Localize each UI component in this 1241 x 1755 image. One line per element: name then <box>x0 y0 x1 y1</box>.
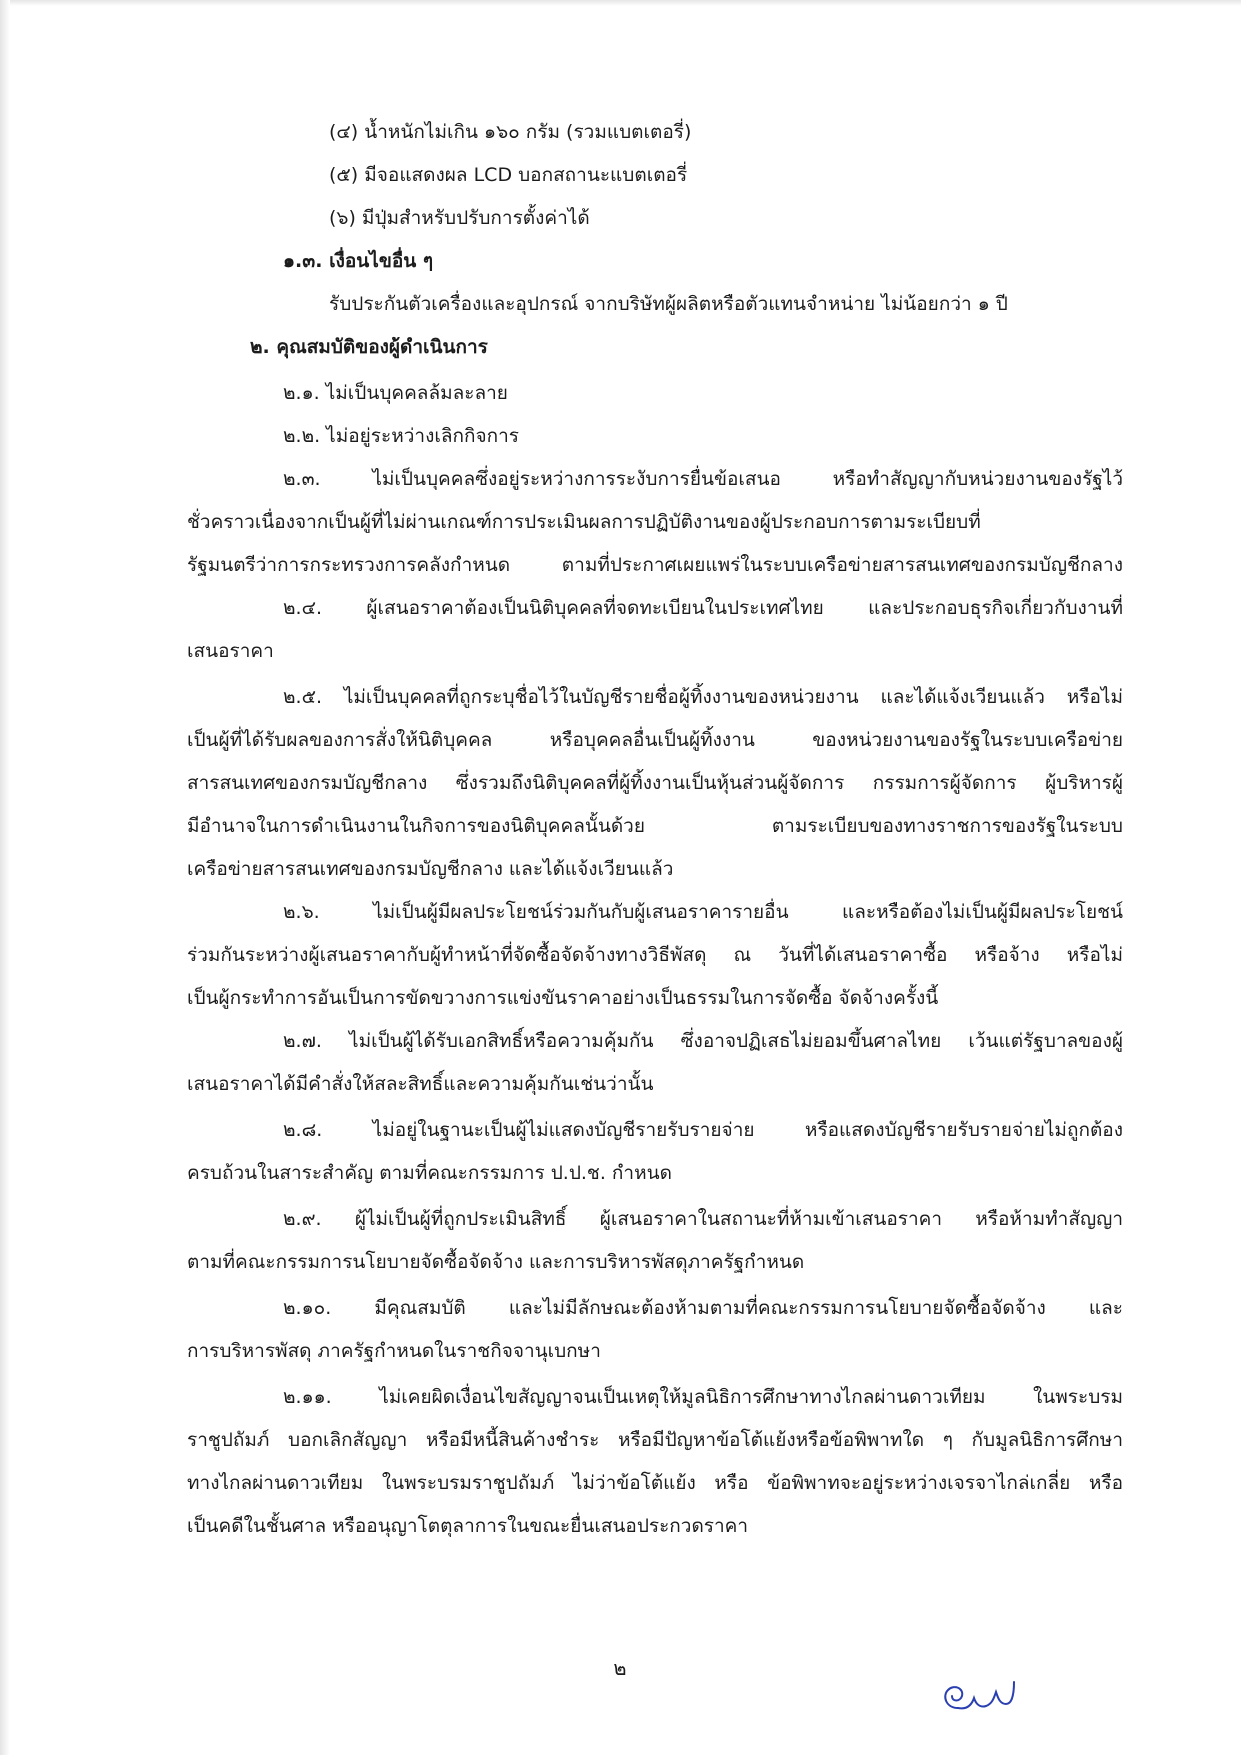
signature-initials <box>938 1668 1026 1720</box>
paragraph-line: สารสนเทศของกรมบัญชีกลาง ซึ่งรวมถึงนิติบุคคลที่ผู้ทิ้งงานเป็นหุ้นส่วนผู้จัดการ กรรมการผู้จัดการ ผู้บริหารผู้ <box>187 772 1123 794</box>
spec-item-6: (๖) มีปุ่มสำหรับปรับการตั้งค่าได้ <box>329 207 590 229</box>
paragraph-line: การบริหารพัสดุ ภาครัฐกำหนดในราชกิจจานุเบกษา <box>187 1340 601 1362</box>
paragraph-line: ทางไกลผ่านดาวเทียม ในพระบรมราชูปถัมภ์ ไม่ว่าข้อโต้แย้ง หรือ ข้อพิพาทจะอยู่ระหว่างเจรจาไกล่เกลี่ย หรือ <box>187 1472 1123 1494</box>
spec-item-5: (๕) มีจอแสดงผล LCD บอกสถานะแบตเตอรี่ <box>329 164 688 186</box>
clause-2-2: ๒.๒. ไม่อยู่ระหว่างเลิกกิจการ <box>283 425 519 447</box>
clause-2-9: ๒.๙. ผู้ไม่เป็นผู้ที่ถูกประเมินสิทธิ์ ผู้เสนอราคาในสถานะที่ห้ามเข้าเสนอราคา หรือห้ามทำสัญญา <box>283 1208 1123 1230</box>
scan-top-edge <box>0 0 1241 6</box>
paragraph-line: เป็นคดีในชั้นศาล หรืออนุญาโตตุลาการในขณะยื่นเสนอประกวดราคา <box>187 1515 749 1537</box>
paragraph-line: ตามที่คณะกรรมการนโยบายจัดซื้อจัดจ้าง และการบริหารพัสดุภาครัฐกำหนด <box>187 1251 805 1273</box>
clause-2-10: ๒.๑๐. มีคุณสมบัติ และไม่มีลักษณะต้องห้ามตามที่คณะกรรมการนโยบายจัดซื้อจัดจ้าง และ <box>283 1297 1123 1319</box>
paragraph-line: ครบถ้วนในสาระสำคัญ ตามที่คณะกรรมการ ป.ป.ช. กำหนด <box>187 1162 672 1184</box>
paragraph-line: รับประกันตัวเครื่องและอุปกรณ์ จากบริษัทผู้ผลิตหรือตัวแทนจำหน่าย ไม่น้อยกว่า ๑ ปี <box>329 293 1008 315</box>
paragraph-line: เสนอราคาได้มีคำสั่งให้สละสิทธิ์และความคุ้มกันเช่นว่านั้น <box>187 1073 654 1095</box>
clause-2-1: ๒.๑. ไม่เป็นบุคคลล้มละลาย <box>283 382 508 404</box>
clause-2-5: ๒.๕. ไม่เป็นบุคคลที่ถูกระบุชื่อไว้ในบัญชีรายชื่อผู้ทิ้งงานของหน่วยงาน และได้แจ้งเวียนแล้ว หรือไม่ <box>283 686 1123 708</box>
clause-2-7: ๒.๗. ไม่เป็นผู้ได้รับเอกสิทธิ์หรือความคุ้มกัน ซึ่งอาจปฏิเสธไม่ยอมขึ้นศาลไทย เว้นแต่รัฐบาลของผู้ <box>283 1030 1123 1052</box>
paragraph-line: ร่วมกันระหว่างผู้เสนอราคากับผู้ทำหน้าที่จัดซื้อจัดจ้างทางวิธีพัสดุ ณ วันที่ได้เสนอราคาซื้อ หรือจ้าง หรือไม่ <box>187 944 1123 966</box>
clause-2-4: ๒.๔. ผู้เสนอราคาต้องเป็นนิติบุคคลที่จดทะเบียนในประเทศไทย และประกอบธุรกิจเกี่ยวกับงานที่ <box>283 597 1123 619</box>
paragraph-line: เครือข่ายสารสนเทศของกรมบัญชีกลาง และได้แจ้งเวียนแล้ว <box>187 858 674 880</box>
section-heading-1-3: ๑.๓. เงื่อนไขอื่น ๆ <box>283 250 434 272</box>
paragraph-line: เป็นผู้กระทำการอันเป็นการขัดขวางการแข่งขันราคาอย่างเป็นธรรมในการจัดซื้อ จัดจ้างครั้งนี้ <box>187 987 939 1009</box>
clause-2-6: ๒.๖. ไม่เป็นผู้มีผลประโยชน์ร่วมกันกับผู้เสนอราคารายอื่น และหรือต้องไม่เป็นผู้มีผลประโยชน์ <box>283 901 1123 923</box>
paragraph-line: ชั่วคราวเนื่องจากเป็นผู้ที่ไม่ผ่านเกณฑ์การประเมินผลการปฏิบัติงานของผู้ประกอบการตามระเบียบที่ <box>187 511 981 533</box>
clause-2-11: ๒.๑๑. ไม่เคยผิดเงื่อนไขสัญญาจนเป็นเหตุให้มูลนิธิการศึกษาทางไกลผ่านดาวเทียม ในพระบรม <box>283 1386 1123 1408</box>
paragraph-line: มีอำนาจในการดำเนินงานในกิจการของนิติบุคคลนั้นด้วย ตามระเบียบของทางราชการของรัฐในระบบ <box>187 815 1123 837</box>
paragraph-line: ราชูปถัมภ์ บอกเลิกสัญญา หรือมีหนี้สินค้างชำระ หรือมีปัญหาข้อโต้แย้งหรือข้อพิพาทใด ๆ กับมูลนิธิการศึกษา <box>187 1429 1123 1451</box>
spec-item-4: (๔) น้ำหนักไม่เกิน ๑๖๐ กรัม (รวมแบตเตอรี่) <box>329 121 692 143</box>
paragraph-line: เป็นผู้ที่ได้รับผลของการสั่งให้นิติบุคคล หรือบุคคลอื่นเป็นผู้ทิ้งงาน ของหน่วยงานของรัฐในระบบเครือข่าย <box>187 729 1123 751</box>
scan-left-edge <box>0 0 10 1755</box>
page-number: ๒ <box>613 1656 627 1680</box>
clause-2-3: ๒.๓. ไม่เป็นบุคคลซึ่งอยู่ระหว่างการระงับการยื่นข้อเสนอ หรือทำสัญญากับหน่วยงานของรัฐไว้ <box>283 468 1123 490</box>
paragraph-line: เสนอราคา <box>187 640 274 662</box>
paragraph-line: รัฐมนตรีว่าการกระทรวงการคลังกำหนด ตามที่ประกาศเผยแพร่ในระบบเครือข่ายสารสนเทศของกรมบัญชีกลาง <box>187 554 1123 576</box>
section-heading-2: ๒. คุณสมบัติของผู้ดำเนินการ <box>250 336 488 358</box>
clause-2-8: ๒.๘. ไม่อยู่ในฐานะเป็นผู้ไม่แสดงบัญชีรายรับรายจ่าย หรือแสดงบัญชีรายรับรายจ่ายไม่ถูกต้อง <box>283 1119 1123 1141</box>
